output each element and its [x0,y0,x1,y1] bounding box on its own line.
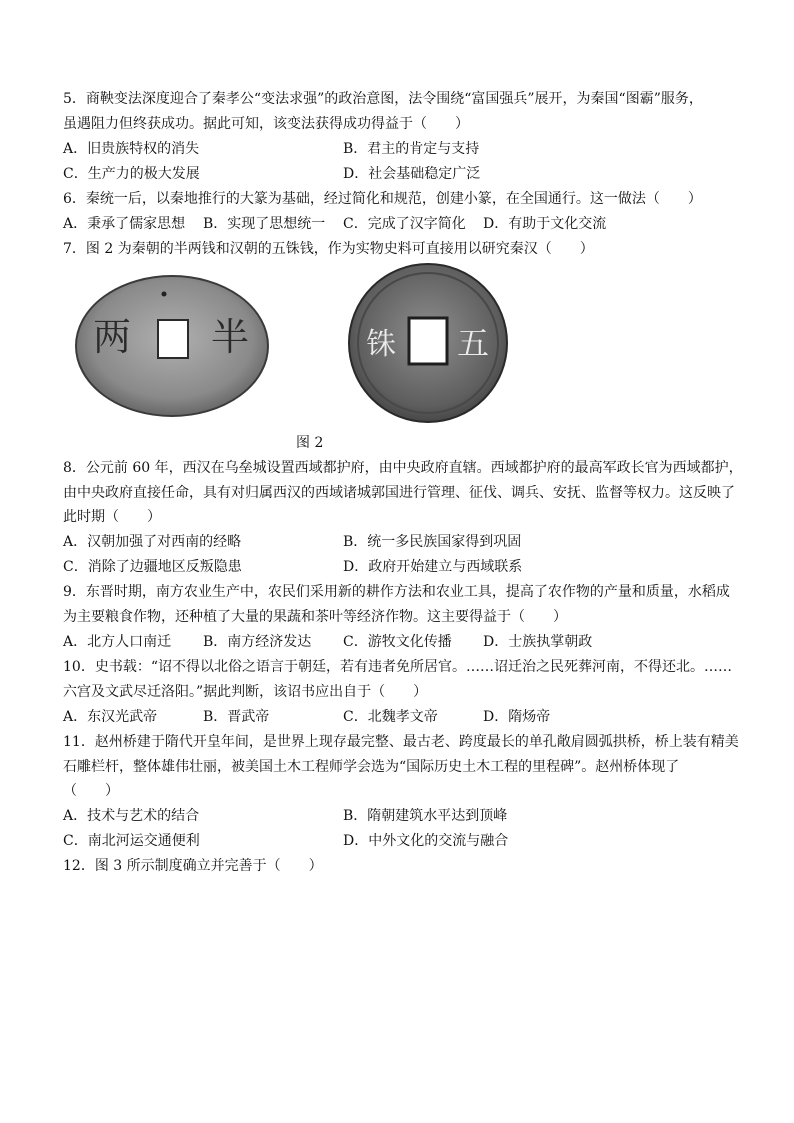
q11-option-b: B．隋朝建筑水平达到顶峰 [343,808,508,824]
q5-option-a: A．旧贵族特权的消失 [63,141,200,157]
q5-option-d: D．社会基础稳定广泛 [343,166,481,182]
q10-option-c: C．北魏孝文帝 [343,709,438,725]
coin2-glyph-left: 铢 [366,327,396,362]
q9-stem-line2: 为主要粮食作物，还种植了大量的果蔬和茶叶等经济作物。这主要得益于（ ） [63,609,567,625]
q9-option-a: A．北方人口南迁 [63,634,172,650]
q11-stem-line2: 石雕栏杆，整体雄伟壮丽，被美国土木工程师学会选为“国际历史土木工程的里程碑”。赵州桥体现了 [63,759,680,775]
q10-stem-line1: 10．史书载：“诏不得以北俗之语言于朝廷，若有违者免所居官。……诏迁治之民死葬河南，不得还北。…… [63,659,732,675]
q9-stem-line1: 9．东晋时期，南方农业生产中，农民们采用新的耕作方法和农业工具，提高了农作物的产量和质量，水稻成 [63,584,730,600]
figure-2-label: 图 2 [296,435,324,451]
q11-option-c: C．南北河运交通便利 [63,833,200,849]
q6-option-b: B．实现了思想统一 [203,216,326,232]
q8-stem-line1: 8．公元前 60 年，西汉在乌垒城设置西域都护府，由中央政府直辖。西域都护府的最高军政长官为西域都护， [63,460,743,476]
q7-stem: 7．图 2 为秦朝的半两钱和汉朝的五铢钱，作为实物史料可直接用以研究秦汉（ ） [63,241,594,257]
coin1-glyph-left: 两 [92,315,132,359]
q5-stem-line2: 虽遇阻力但终获成功。据此可知，该变法获得成功得益于（ ） [63,116,469,132]
q8-option-a: A．汉朝加强了对西南的经略 [63,534,242,550]
q9-option-d: D．士族执掌朝政 [483,634,593,650]
q11-option-a: A．技术与艺术的结合 [63,808,200,824]
q11-stem-line1: 11．赵州桥建于隋代开皇年间，是世界上现存最完整、最古老、跨度最长的单孔敞肩圆弧拱桥，桥上装有精美 [63,734,739,750]
q5-stem-line1: 5．商鞅变法深度迎合了秦孝公“变法求强”的政治意图，法令围绕“富国强兵”展开，为秦国“图霸”服务， [63,91,703,107]
q8-option-b: B．统一多民族国家得到巩固 [343,534,522,550]
q10-option-d: D．隋炀帝 [483,709,551,725]
banliang-coin-image [72,272,272,420]
q10-option-b: B．晋武帝 [203,709,270,725]
q5-option-c: C．生产力的极大发展 [63,166,200,182]
q10-stem-line2: 六宫及文武尽迁洛阳。”据此判断，该诏书应出自于（ ） [63,684,428,700]
coin2-glyph-right: 五 [456,324,490,362]
q11-stem-line3: （ ） [63,783,119,799]
q6-option-d: D．有助于文化交流 [483,216,607,232]
q8-stem-line2: 由中央政府直接任命，具有对归属西汉的西域诸城郭国进行管理、征伐、调兵、安抚、监督等权力。这反映了 [63,485,735,501]
q10-option-a: A．东汉光武帝 [63,709,158,725]
q8-option-c: C．消除了边疆地区反叛隐患 [63,559,242,575]
q11-option-d: D．中外文化的交流与融合 [343,833,509,849]
q5-option-b: B．君主的肯定与支持 [343,141,480,157]
wuzhu-coin-image [345,262,511,424]
coin1-glyph-right: 半 [210,315,250,359]
q6-stem: 6．秦统一后，以秦地推行的大篆为基础，经过简化和规范，创建小篆，在全国通行。这一做法（ ） [63,191,702,207]
q12-stem: 12．图 3 所示制度确立并完善于（ ） [63,858,323,874]
q8-stem-line3: 此时期（ ） [63,509,161,525]
q9-option-b: B．南方经济发达 [203,634,312,650]
q6-option-a: A．秉承了儒家思想 [63,216,186,232]
q9-option-c: C．游牧文化传播 [343,634,452,650]
q8-option-d: D．政府开始建立与西域联系 [343,559,523,575]
q6-option-c: C．完成了汉字简化 [343,216,466,232]
